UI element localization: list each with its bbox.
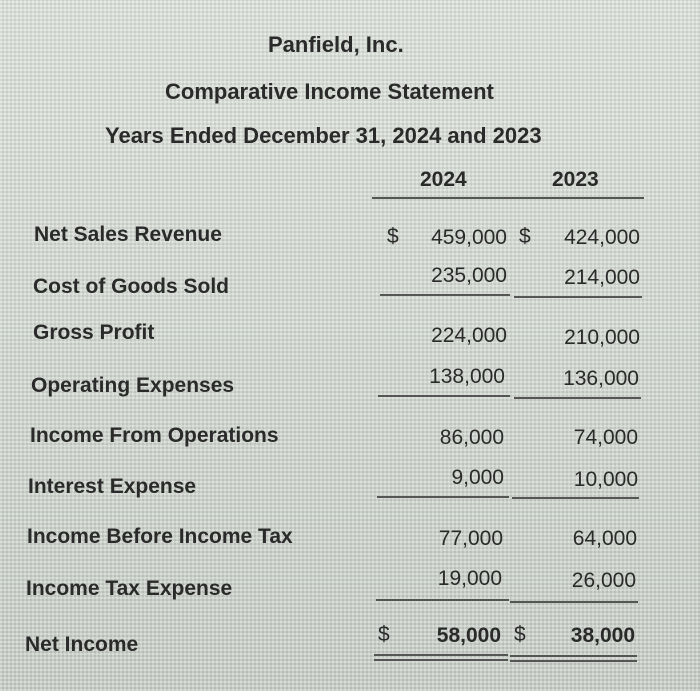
row-label-income-before-tax: Income Before Income Tax [27, 525, 293, 548]
company-name: Panfield, Inc. [268, 32, 404, 57]
value-2024: 235,000 [431, 264, 507, 287]
value-2024: 86,000 [439, 426, 504, 449]
value-2023: 10,000 [573, 468, 638, 491]
currency-symbol: $ [387, 225, 399, 248]
value-2023: 38,000 [570, 624, 635, 647]
row-label-income-tax-expense: Income Tax Expense [26, 577, 233, 600]
statement-title: Comparative Income Statement [165, 79, 494, 104]
value-2023: 136,000 [563, 367, 639, 390]
subtotal-rule [376, 599, 509, 601]
currency-symbol: $ [378, 623, 390, 646]
double-underline [374, 659, 508, 661]
row-label-gross-profit: Gross Profit [33, 321, 155, 344]
value-2023: 26,000 [571, 569, 636, 592]
row-label-interest-expense: Interest Expense [28, 475, 197, 498]
value-2024: 58,000 [436, 624, 501, 647]
row-label-net-sales: Net Sales Revenue [34, 223, 222, 246]
value-2024: 138,000 [429, 365, 505, 388]
header-underline [372, 197, 644, 199]
value-2023: 210,000 [564, 326, 640, 349]
subtotal-rule [378, 395, 510, 397]
value-2024: 9,000 [451, 466, 504, 489]
value-2024: 224,000 [431, 324, 507, 347]
value-2023: 74,000 [573, 426, 638, 449]
value-2024: 459,000 [431, 226, 507, 249]
double-underline [510, 655, 637, 657]
statement-period: Years Ended December 31, 2024 and 2023 [105, 123, 542, 148]
row-label-operating-expenses: Operating Expenses [31, 374, 235, 397]
column-header-2023: 2023 [552, 168, 599, 191]
row-label-net-income: Net Income [25, 633, 139, 656]
subtotal-rule [512, 497, 639, 499]
subtotal-rule [377, 496, 509, 498]
column-header-2024: 2024 [420, 168, 467, 191]
value-2024: 77,000 [438, 527, 503, 550]
subtotal-rule [380, 294, 510, 296]
value-2023: 214,000 [564, 266, 640, 289]
value-2023: 64,000 [572, 527, 637, 550]
subtotal-rule [514, 296, 642, 298]
currency-symbol: $ [514, 623, 526, 646]
subtotal-rule [514, 397, 641, 399]
currency-symbol: $ [519, 225, 531, 248]
subtotal-rule [510, 601, 638, 603]
row-label-cogs: Cost of Goods Sold [33, 275, 229, 298]
value-2023: 424,000 [564, 226, 640, 249]
double-underline [374, 654, 508, 656]
double-underline [510, 660, 637, 662]
value-2024: 19,000 [437, 567, 502, 590]
row-label-income-from-operations: Income From Operations [30, 424, 279, 447]
